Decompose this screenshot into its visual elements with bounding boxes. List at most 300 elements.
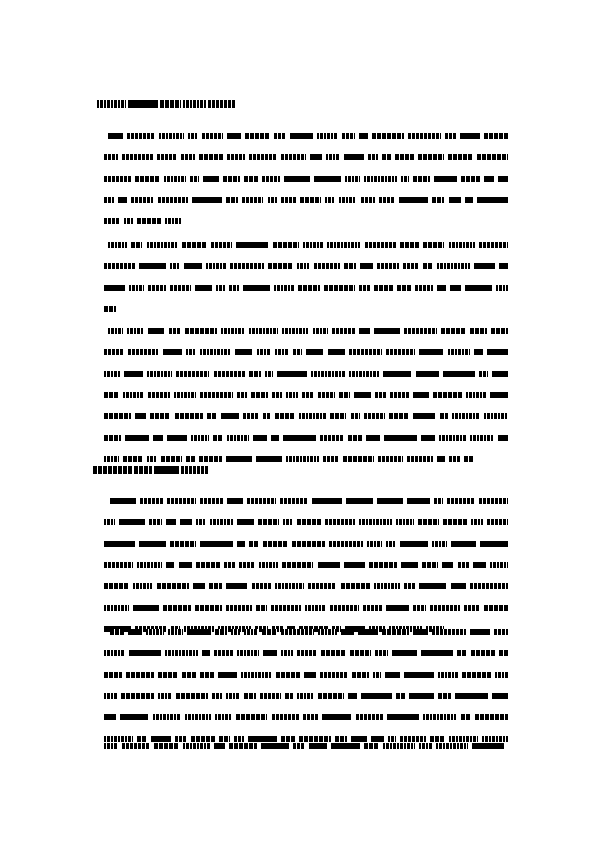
illegible-word — [310, 154, 322, 160]
illegible-word — [439, 435, 466, 441]
illegible-word — [498, 176, 508, 182]
illegible-word — [129, 650, 161, 656]
illegible-word — [494, 629, 508, 635]
illegible-word — [442, 562, 453, 568]
illegible-word — [349, 371, 379, 377]
illegible-word — [122, 743, 150, 749]
illegible-word — [213, 435, 223, 441]
illegible-word — [299, 736, 331, 742]
illegible-word — [224, 562, 235, 568]
illegible-word — [464, 456, 474, 462]
illegible-word — [484, 176, 494, 182]
illegible-word — [496, 285, 508, 291]
illegible-word — [169, 328, 181, 334]
illegible-word — [350, 650, 371, 656]
illegible-word — [256, 456, 282, 462]
illegible-word — [183, 100, 206, 108]
illegible-word — [121, 693, 154, 699]
illegible-word — [386, 349, 415, 355]
illegible-word — [281, 650, 293, 656]
illegible-word — [137, 218, 161, 224]
illegible-word — [437, 456, 445, 462]
paragraph-line — [104, 217, 182, 224]
illegible-word — [200, 392, 233, 398]
illegible-word — [153, 435, 163, 441]
paragraph-line — [104, 742, 508, 749]
illegible-word — [129, 285, 144, 291]
paragraph-line — [104, 175, 508, 182]
illegible-word — [339, 392, 350, 398]
illegible-word — [274, 133, 286, 139]
illegible-word — [484, 413, 508, 419]
illegible-word — [208, 100, 236, 108]
illegible-word — [187, 629, 211, 635]
illegible-word — [218, 672, 237, 678]
illegible-word — [134, 466, 152, 474]
illegible-word — [200, 349, 231, 355]
illegible-word — [124, 371, 143, 377]
illegible-word — [150, 413, 170, 419]
illegible-word — [311, 371, 345, 377]
illegible-word — [237, 650, 259, 656]
illegible-word — [302, 392, 314, 398]
illegible-word — [361, 197, 375, 203]
illegible-word — [324, 285, 355, 291]
illegible-word — [110, 498, 136, 504]
illegible-word — [185, 714, 211, 720]
illegible-word — [104, 263, 135, 269]
illegible-word — [209, 583, 222, 589]
illegible-word — [499, 263, 508, 269]
illegible-word — [123, 456, 143, 462]
illegible-word — [126, 672, 154, 678]
illegible-word — [237, 519, 254, 525]
illegible-word — [415, 285, 433, 291]
illegible-word — [199, 154, 223, 160]
illegible-word — [303, 242, 323, 248]
illegible-word — [351, 736, 367, 742]
illegible-word — [297, 650, 317, 656]
illegible-word — [135, 176, 160, 182]
illegible-word — [268, 197, 277, 203]
illegible-word — [122, 154, 153, 160]
paragraph-line — [104, 348, 508, 355]
illegible-word — [305, 605, 326, 611]
illegible-word — [127, 133, 155, 139]
illegible-word — [374, 285, 393, 291]
illegible-word — [226, 605, 252, 611]
illegible-word — [259, 562, 278, 568]
illegible-word — [303, 714, 318, 720]
illegible-word — [383, 743, 415, 749]
illegible-word — [404, 672, 434, 678]
illegible-word — [104, 693, 117, 699]
illegible-word — [404, 583, 415, 589]
illegible-word — [203, 176, 219, 182]
illegible-word — [282, 328, 308, 334]
illegible-word — [445, 133, 456, 139]
illegible-word — [377, 498, 403, 504]
illegible-word — [461, 176, 480, 182]
illegible-word — [104, 413, 131, 419]
illegible-word — [367, 541, 382, 547]
illegible-word — [396, 693, 405, 699]
illegible-word — [230, 263, 264, 269]
illegible-word — [202, 650, 210, 656]
illegible-word — [422, 562, 438, 568]
illegible-word — [243, 285, 270, 291]
illegible-word — [382, 154, 391, 160]
illegible-word — [447, 498, 475, 504]
illegible-word — [277, 371, 307, 377]
illegible-word — [401, 176, 409, 182]
section-heading — [93, 465, 214, 474]
illegible-word — [433, 392, 462, 398]
illegible-word — [349, 349, 382, 355]
illegible-word — [477, 197, 508, 203]
illegible-word — [215, 714, 232, 720]
illegible-word — [490, 562, 508, 568]
illegible-word — [227, 154, 245, 160]
illegible-word — [215, 629, 227, 635]
illegible-word — [378, 456, 403, 462]
illegible-word — [430, 736, 445, 742]
illegible-word — [125, 435, 149, 441]
illegible-word — [421, 435, 435, 441]
illegible-word — [387, 714, 419, 720]
illegible-word — [344, 562, 365, 568]
illegible-word — [434, 176, 457, 182]
illegible-word — [368, 154, 378, 160]
illegible-word — [158, 693, 172, 699]
illegible-word — [286, 392, 298, 398]
illegible-word — [379, 197, 395, 203]
illegible-word — [432, 541, 447, 547]
illegible-word — [358, 629, 378, 635]
illegible-word — [401, 562, 418, 568]
illegible-word — [166, 519, 176, 525]
illegible-word — [400, 541, 428, 547]
paragraph-line — [104, 582, 508, 589]
illegible-word — [140, 498, 163, 504]
illegible-word — [128, 349, 158, 355]
illegible-word — [449, 242, 475, 248]
illegible-word — [457, 650, 467, 656]
illegible-word — [377, 263, 399, 269]
illegible-word — [451, 583, 466, 589]
illegible-word — [170, 263, 179, 269]
illegible-word — [157, 583, 189, 589]
illegible-word — [466, 392, 486, 398]
illegible-word — [344, 263, 356, 269]
illegible-word — [196, 519, 206, 525]
illegible-word — [165, 650, 198, 656]
illegible-word — [304, 672, 316, 678]
illegible-word — [202, 133, 223, 139]
illegible-word — [490, 392, 508, 398]
illegible-word — [245, 133, 270, 139]
illegible-word — [149, 519, 162, 525]
illegible-word — [345, 176, 360, 182]
illegible-word — [320, 672, 348, 678]
illegible-word — [297, 693, 314, 699]
illegible-word — [498, 435, 508, 441]
illegible-word — [341, 629, 354, 635]
paragraph-line — [104, 455, 474, 462]
illegible-word — [237, 392, 247, 398]
illegible-word — [314, 263, 340, 269]
illegible-word — [443, 519, 467, 525]
illegible-word — [239, 562, 255, 568]
illegible-word — [119, 519, 145, 525]
paragraph-line — [104, 391, 508, 398]
illegible-word — [104, 285, 125, 291]
illegible-word — [128, 629, 142, 635]
illegible-word — [339, 197, 356, 203]
illegible-word — [465, 197, 473, 203]
illegible-word — [108, 242, 127, 248]
illegible-word — [318, 562, 340, 568]
illegible-word — [386, 605, 409, 611]
illegible-word — [419, 349, 443, 355]
illegible-word — [354, 392, 371, 398]
illegible-word — [153, 714, 181, 720]
illegible-word — [293, 349, 302, 355]
illegible-word — [418, 519, 439, 525]
illegible-word — [430, 605, 460, 611]
illegible-word — [135, 413, 146, 419]
illegible-word — [281, 197, 296, 203]
illegible-word — [223, 176, 240, 182]
illegible-word — [181, 466, 208, 474]
illegible-word — [388, 736, 396, 742]
paragraph-line — [108, 132, 508, 139]
illegible-word — [297, 263, 309, 269]
illegible-word — [363, 605, 382, 611]
illegible-word — [104, 743, 118, 749]
illegible-word — [139, 541, 166, 547]
illegible-word — [206, 263, 226, 269]
illegible-word — [436, 743, 468, 749]
illegible-word — [384, 435, 417, 441]
illegible-word — [276, 672, 300, 678]
illegible-word — [243, 413, 258, 419]
illegible-word — [419, 583, 446, 589]
illegible-word — [248, 736, 277, 742]
illegible-word — [262, 629, 277, 635]
illegible-word — [364, 176, 397, 182]
illegible-word — [176, 371, 209, 377]
illegible-word — [133, 605, 159, 611]
illegible-word — [244, 693, 256, 699]
illegible-word — [183, 743, 210, 749]
illegible-word — [214, 743, 225, 749]
illegible-word — [343, 456, 374, 462]
illegible-word — [272, 714, 299, 720]
illegible-word — [450, 285, 461, 291]
illegible-word — [452, 413, 480, 419]
illegible-word — [262, 176, 280, 182]
illegible-word — [104, 218, 120, 224]
illegible-word — [400, 242, 419, 248]
illegible-word — [104, 541, 135, 547]
illegible-word — [229, 743, 257, 749]
illegible-word — [272, 392, 282, 398]
illegible-word — [257, 349, 271, 355]
illegible-word — [191, 736, 215, 742]
paragraph-line — [104, 262, 508, 269]
illegible-word — [104, 650, 125, 656]
illegible-word — [281, 736, 295, 742]
illegible-word — [164, 176, 186, 182]
illegible-word — [298, 285, 320, 291]
illegible-word — [477, 154, 508, 160]
illegible-word — [482, 736, 508, 742]
paragraph-line — [104, 692, 508, 699]
illegible-word — [448, 349, 470, 355]
illegible-word — [335, 736, 347, 742]
illegible-word — [491, 328, 508, 334]
illegible-word — [286, 456, 319, 462]
illegible-word — [386, 541, 396, 547]
illegible-word — [359, 328, 370, 334]
illegible-word — [146, 629, 164, 635]
illegible-word — [226, 693, 240, 699]
illegible-word — [226, 583, 247, 589]
illegible-word — [212, 693, 222, 699]
illegible-word — [474, 263, 495, 269]
illegible-word — [104, 392, 119, 398]
illegible-word — [449, 197, 461, 203]
illegible-word — [271, 435, 279, 441]
illegible-word — [470, 328, 487, 334]
illegible-word — [231, 629, 240, 635]
illegible-word — [284, 176, 310, 182]
illegible-word — [165, 218, 182, 224]
illegible-word — [322, 714, 351, 720]
illegible-word — [166, 562, 174, 568]
illegible-word — [179, 562, 192, 568]
illegible-word — [104, 371, 120, 377]
illegible-word — [263, 413, 271, 419]
illegible-word — [423, 263, 432, 269]
illegible-word — [186, 349, 196, 355]
illegible-word — [413, 629, 428, 635]
paragraph-line — [108, 327, 508, 334]
illegible-word — [308, 583, 336, 589]
paragraph-line — [110, 497, 508, 504]
illegible-word — [309, 743, 327, 749]
illegible-word — [400, 736, 426, 742]
illegible-word — [216, 285, 225, 291]
illegible-word — [275, 413, 295, 419]
illegible-word — [451, 541, 476, 547]
illegible-word — [182, 242, 207, 248]
illegible-word — [120, 714, 148, 720]
illegible-word — [470, 583, 508, 589]
illegible-word — [293, 743, 305, 749]
illegible-word — [263, 650, 277, 656]
illegible-word — [460, 133, 480, 139]
illegible-word — [256, 605, 267, 611]
illegible-word — [175, 736, 187, 742]
illegible-word — [207, 413, 217, 419]
paragraph-line — [104, 412, 508, 419]
illegible-word — [399, 197, 428, 203]
illegible-word — [462, 672, 491, 678]
illegible-word — [318, 392, 335, 398]
illegible-word — [200, 541, 233, 547]
illegible-word — [297, 519, 321, 525]
illegible-word — [328, 349, 345, 355]
illegible-word — [137, 562, 162, 568]
illegible-word — [226, 456, 252, 462]
illegible-word — [147, 371, 172, 377]
illegible-word — [258, 519, 279, 525]
illegible-word — [389, 413, 409, 419]
paragraph-line — [104, 284, 508, 291]
illegible-word — [325, 519, 355, 525]
paragraph-line — [104, 649, 508, 656]
illegible-word — [364, 743, 379, 749]
illegible-word — [348, 435, 362, 441]
illegible-word — [241, 672, 272, 678]
illegible-word — [372, 133, 404, 139]
illegible-word — [275, 583, 304, 589]
illegible-word — [364, 413, 385, 419]
illegible-word — [104, 605, 129, 611]
illegible-word — [403, 263, 419, 269]
illegible-word — [275, 349, 289, 355]
illegible-word — [157, 154, 177, 160]
illegible-word — [236, 242, 268, 248]
illegible-word — [374, 328, 400, 334]
illegible-word — [418, 154, 444, 160]
illegible-word — [271, 605, 301, 611]
illegible-word — [118, 197, 127, 203]
illegible-word — [371, 736, 384, 742]
illegible-word — [104, 672, 122, 678]
illegible-word — [299, 413, 326, 419]
illegible-word — [236, 714, 267, 720]
illegible-word — [359, 285, 370, 291]
illegible-word — [421, 650, 453, 656]
illegible-word — [104, 562, 133, 568]
illegible-word — [104, 197, 114, 203]
illegible-word — [110, 629, 124, 635]
illegible-word — [159, 133, 184, 139]
illegible-word — [97, 100, 126, 108]
illegible-word — [249, 371, 261, 377]
illegible-word — [318, 629, 337, 635]
paragraph-line — [104, 153, 508, 160]
illegible-word — [214, 371, 245, 377]
illegible-word — [492, 371, 508, 377]
illegible-word — [392, 650, 417, 656]
illegible-word — [330, 413, 346, 419]
illegible-word — [192, 197, 222, 203]
illegible-word — [470, 435, 494, 441]
illegible-word — [479, 371, 488, 377]
paragraph-line — [104, 713, 508, 720]
illegible-word — [200, 672, 214, 678]
illegible-word — [461, 714, 471, 720]
illegible-word — [148, 328, 164, 334]
illegible-word — [193, 583, 205, 589]
illegible-word — [472, 743, 504, 749]
illegible-word — [458, 562, 469, 568]
illegible-word — [247, 498, 276, 504]
